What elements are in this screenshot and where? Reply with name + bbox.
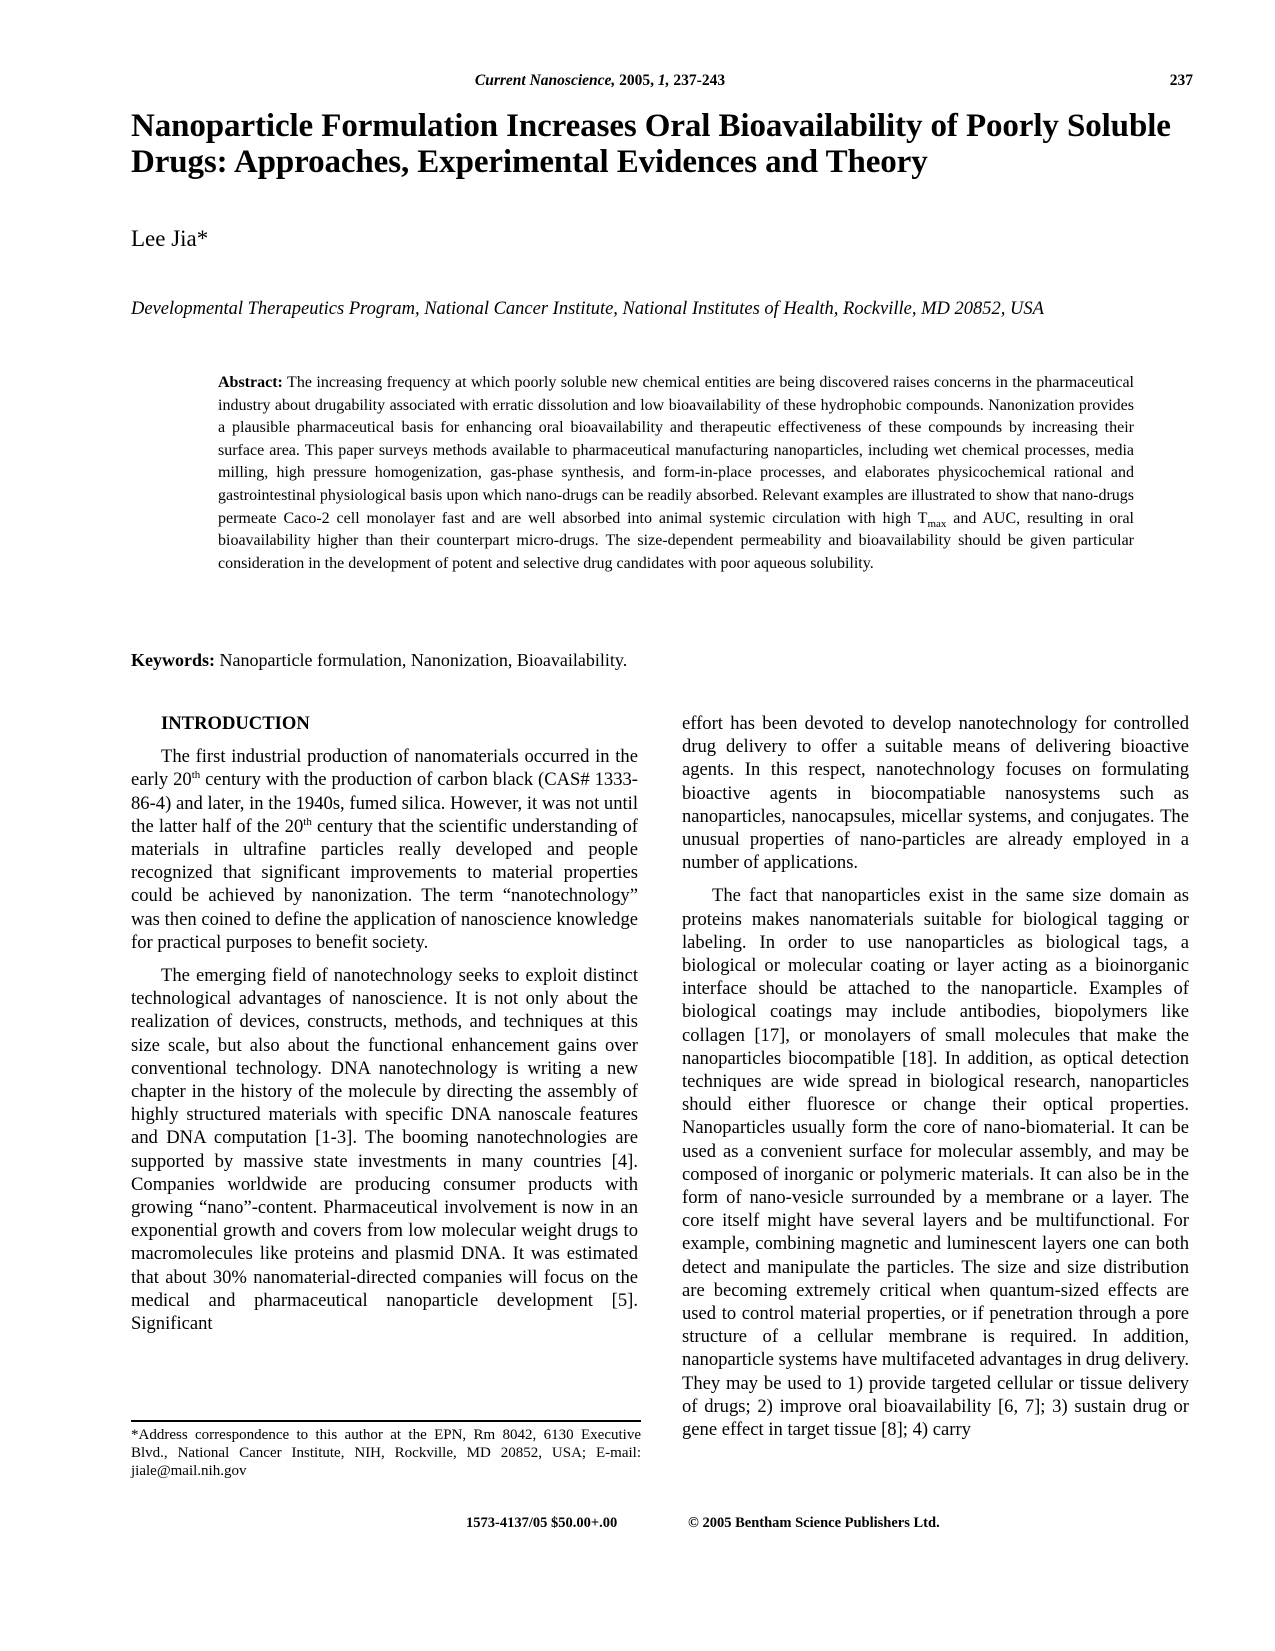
keywords-text: Nanoparticle formulation, Nanonization, Bioavailability. <box>215 650 628 670</box>
intro-paragraph-3: effort has been devoted to develop nanotechnology for controlled drug delivery to offer a suitable means of delivering bioactive agents. In this respect, nanotechnology focuses on formulating bioactive agents in biocompatiable nanosystems such as nanoparticles, nanocapsules, micellar systems, and conjugates. The unusual properties of nano-particles are already employed in a number of applications. <box>682 713 1189 874</box>
footnote-divider <box>131 1420 641 1422</box>
p1-text-c: century that the scientific understanding of materials in ultrafine particles really developed and people recognized that significant improvements to material properties could be achieved by nanonization. The term “nanotechnology” was then coined to define the application of nanoscience knowledge for practical purposes to benefit society. <box>131 815 638 953</box>
copyright: © 2005 Bentham Science Publishers Ltd. <box>688 1515 940 1531</box>
left-column <box>131 712 638 1335</box>
correspondence-footnote: *Address correspondence to this author at the EPN, Rm 8042, 6130 Executive Blvd., National Cancer Institute, NIH, Rockville, MD 20852, USA; E-mail: jiale@mail.nih.gov <box>131 1427 641 1479</box>
journal-year: 2005, <box>615 72 655 89</box>
issn-price: 1573-4137/05 $50.00+.00 <box>466 1515 618 1531</box>
p1-text-b: century with the production of carbon black (CAS# 1333-86-4) and later, in the 1940s, fumed silica. However, it was not until the latter half of the 20 <box>131 769 638 837</box>
tmax-subscript: max <box>927 517 947 530</box>
intro-paragraph-1 <box>131 745 638 954</box>
author-name: Lee Jia* <box>131 226 209 251</box>
p1-superscript-1: th <box>191 769 201 782</box>
paper-title: Nanoparticle Formulation Increases Oral Bioavailability of Poorly Soluble Drugs: Approaches, Experimental Evidences and Theory <box>131 108 1171 180</box>
page-number: 237 <box>1169 72 1193 89</box>
journal-name: Current Nanoscience, <box>474 72 616 89</box>
journal-pages: 237-243 <box>669 72 726 89</box>
keywords <box>131 650 627 671</box>
journal-citation <box>400 72 800 90</box>
intro-paragraph-2: The emerging field of nanotechnology seeks to exploit distinct technological advantages of nanoscience. It is not only about the realization of devices, constructs, methods, and techniques at this size scale, but also about the functional enhancement gains over conventional technology. DNA nanotechnology is writing a new chapter in the history of the molecule by directing the assembly of highly structured materials with specific DNA nanoscale features and DNA computation [1-3]. The booming nanotechnologies are supported by massive state investments in many countries [4]. Companies worldwide are producing consumer products with growing “nano”-content. Pharmaceutical involvement is now in an exponential growth and covers from low molecular weight drugs to macromolecules like proteins and plasmid DNA. It was estimated that about 30% nanomaterial-directed companies will focus on the medical and pharmaceutical nanoparticle development [5]. Significant <box>131 965 638 1335</box>
author-affiliation: Developmental Therapeutics Program, National Cancer Institute, National Institutes of Health, Rockville, MD 20852, USA <box>131 299 1044 319</box>
keywords-label: Keywords: <box>131 650 215 670</box>
abstract-text-end: and AUC, resulting in oral bioavailability higher than their counterpart micro-drugs. The size-dependent permeability and bioavailability should be given particular consideration in the development of potent and selective drug candidates with poor aqueous solubility. <box>218 509 1135 572</box>
intro-paragraph-4: The fact that nanoparticles exist in the same size domain as proteins makes nanomaterials suitable for biological tagging or labeling. In order to use nanoparticles as biological tags, a biological or molecular coating or layer acting as a bioinorganic interface should be attached to the nanoparticle. Examples of biological coatings may include antibodies, biopolymers like collagen [17], or monolayers of small molecules that make the nanoparticles biocompatible [18]. In addition, as optical detection techniques are wide spread in biological research, nanoparticles should either fluoresce or change their optical properties. Nanoparticles usually form the core of nano-biomaterial. It can be used as a convenient surface for molecular assembly, and may be composed of inorganic or polymeric materials. It can also be in the form of nano-vesicle surrounded by a membrane or a layer. The core itself might have several layers and be multifunctional. For example, combining magnetic and luminescent layers one can both detect and manipulate the particles. The size and size distribution are becoming extremely critical when quantum-sized effects are used to control material properties, or if penetration through a pore structure of a cellular membrane is required. In addition, nanoparticle systems have multifaceted advantages in drug delivery. They may be used to 1) provide targeted cellular or tissue delivery of drugs; 2) improve oral bioavailability [6, 7]; 3) sustain drug or gene effect in target tissue [8]; 4) carry <box>682 885 1189 1441</box>
abstract-text: The increasing frequency at which poorly soluble new chemical entities are being discovered raises concerns in the pharmaceutical industry about drugability associated with erratic dissolution and low bioavailability of these hydrophobic compounds. Nanonization provides a plausible pharmaceutical basis for enhancing oral bioavailability and therapeutic effectiveness of these compounds by increasing their surface area. This paper surveys methods available to pharmaceutical manufacturing nanoparticles, including wet chemical processes, media milling, high pressure homogenization, gas-phase synthesis, and form-in-place processes, and elaborates physicochemical rational and gastrointestinal physiological basis upon which nano-drugs can be readily absorbed. Relevant examples are illustrated to show that nano-drugs permeate Caco-2 cell monolayer fast and are well absorbed into animal systemic circulation with high T <box>218 374 1134 527</box>
p1-text-a: The first industrial production of nanomaterials occurred in the early 20 <box>131 746 638 791</box>
abstract-label: Abstract: <box>218 374 283 391</box>
abstract <box>218 372 1134 575</box>
section-heading: INTRODUCTION <box>161 713 310 734</box>
p1-superscript-2: th <box>303 815 312 828</box>
journal-volume: 1, <box>654 72 670 89</box>
right-column <box>682 712 1189 1441</box>
